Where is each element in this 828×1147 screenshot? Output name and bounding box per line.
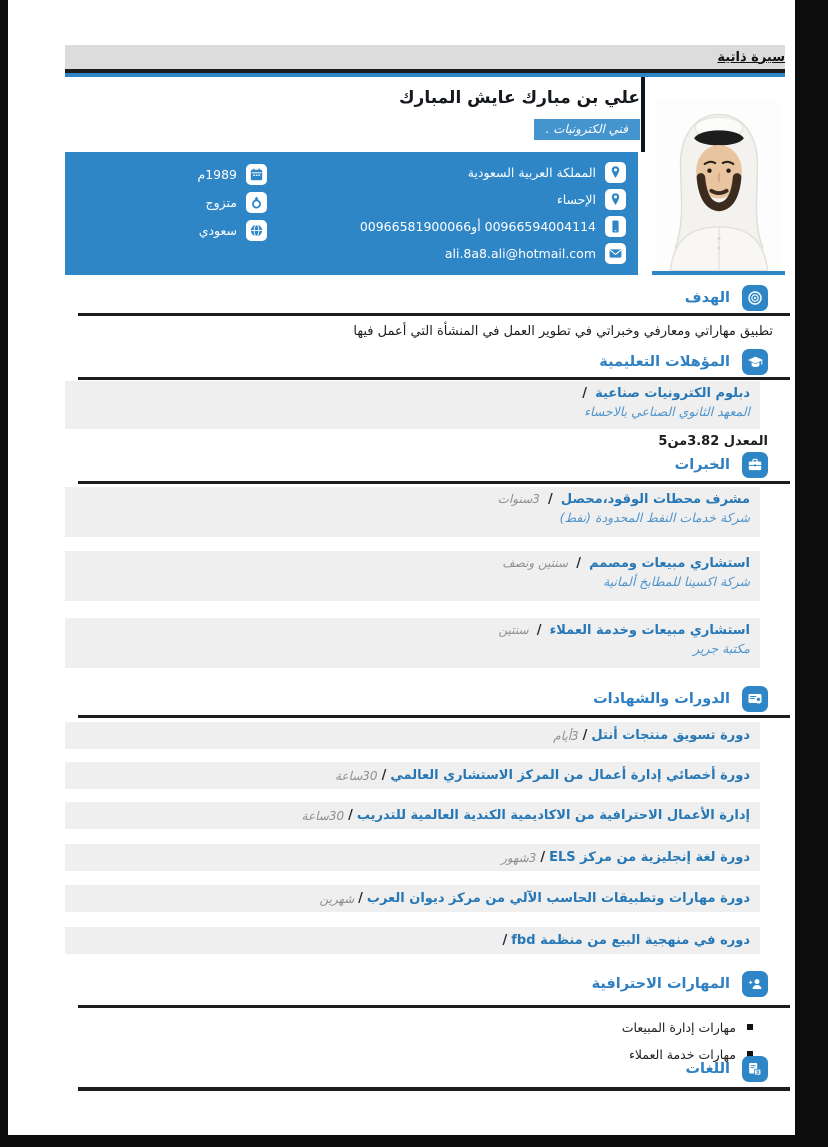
briefcase-icon [742, 452, 768, 478]
translation-icon [742, 1056, 768, 1082]
globe-icon [246, 220, 267, 241]
experience-company: شركة خدمات النفط المحدودة (نفط) [559, 510, 750, 525]
separator-slash: / [582, 728, 588, 743]
education-degree: دبلوم الكترونيات صناعية [595, 386, 750, 401]
photo-underline-rule [652, 271, 785, 275]
education-school: المعهد الثانوي الصناعي بالاحساء [584, 404, 750, 419]
separator-slash: / [381, 768, 387, 783]
course-duration: 30ساعة [334, 768, 378, 783]
course-name: دورة أخصائي إدارة أعمال من المركز الاستشاري العالمي [390, 768, 750, 783]
experience-role-line [71, 551, 750, 571]
course-duration: 3شهور [501, 850, 537, 865]
contact-city-row [360, 188, 626, 210]
section-skills-header [592, 971, 768, 997]
experience-duration: سنتين [498, 623, 529, 637]
separator-slash: / [582, 386, 587, 401]
contact-birthyear-row [197, 163, 267, 185]
section-education-rule [78, 377, 790, 380]
section-languages-rule [78, 1087, 790, 1091]
section-education-title: المؤهلات التعليمية [599, 354, 730, 370]
contact-column-primary [360, 161, 626, 264]
experience-duration: سنتين ونصف [502, 556, 569, 570]
section-courses-title: الدورات والشهادات [593, 691, 730, 707]
target-icon [742, 285, 768, 311]
email-icon [605, 243, 626, 264]
course-name: دورة تسويق منتجات أنتل [591, 728, 750, 743]
section-skills-rule [78, 1005, 790, 1008]
contact-nationality-row [197, 219, 267, 241]
section-education-header [599, 349, 768, 375]
course-name: دوره في منهجية البيع من منظمة fbd [511, 933, 750, 948]
separator-slash: / [536, 623, 542, 638]
contact-nationality: سعودي [198, 222, 237, 238]
course-duration: 3أيام [553, 728, 579, 743]
course-name: إدارة الأعمال الاحترافية من الاكاديمية الكندية العالمية للتدريب [356, 808, 750, 823]
ring-icon [246, 192, 267, 213]
course-duration: شهرين [319, 891, 355, 906]
separator-slash: / [547, 492, 553, 507]
course-entry [65, 885, 760, 912]
education-gpa: المعدل 3.82من5 [658, 434, 768, 449]
course-entry [65, 802, 760, 829]
experience-company: مكتبة جرير [693, 641, 750, 656]
experience-duration: 3سنوات [497, 492, 540, 506]
separator-slash: / [348, 808, 353, 823]
section-courses-rule [78, 715, 790, 718]
skill-label: مهارات خدمة العملاء [628, 1046, 736, 1062]
course-name: دورة مهارات وتطبيقات الحاسب الآلي من مركز ديوان العرب [366, 891, 750, 906]
header-vertical-divider [641, 77, 645, 152]
skill-item [622, 1016, 753, 1038]
course-duration: 30ساعة [301, 808, 345, 823]
calendar-icon [246, 164, 267, 185]
experience-role: مشرف محطات الوقود،محصل [560, 492, 750, 507]
experience-entry [65, 487, 760, 537]
separator-slash: / [540, 850, 546, 865]
mobile-phone-icon [605, 216, 626, 237]
person-name: علي بن مبارك عايش المبارك [398, 88, 640, 108]
cv-page [8, 0, 795, 1135]
person-star-icon [742, 971, 768, 997]
contact-email-row [360, 242, 626, 264]
course-entry [65, 927, 760, 954]
contact-column-secondary [197, 163, 267, 241]
graduation-cap-icon [742, 349, 768, 375]
avatar-illustration [657, 99, 781, 271]
contact-phones: 00966594004114 أو00966581900066 [359, 218, 596, 234]
course-entry [65, 844, 760, 871]
contact-marital-row [197, 191, 267, 213]
section-skills-title: المهارات الاحترافية [591, 976, 730, 992]
job-title: فني الكترونيات . [545, 122, 628, 136]
contact-banner [65, 152, 638, 275]
course-entry [65, 722, 760, 749]
certificate-icon [742, 686, 768, 712]
experience-entry [65, 618, 760, 668]
education-degree-line [71, 381, 750, 401]
section-experience-title: الخبرات [674, 457, 730, 473]
separator-slash: / [576, 556, 581, 571]
document-title: سيرة ذاتية [717, 49, 785, 65]
section-experience-rule [78, 481, 790, 484]
location-pin-icon [605, 162, 626, 183]
experience-role-line [71, 618, 750, 638]
experience-company: شركة اكسينا للمطابخ ألمانية [603, 574, 750, 589]
contact-country: المملكة العربية السعودية [467, 164, 596, 180]
experience-role: استشاري مبيعات ومصمم [589, 556, 750, 571]
section-courses-header [593, 686, 768, 712]
section-objective-rule [78, 313, 790, 316]
skill-label: مهارات إدارة المبيعات [621, 1019, 736, 1035]
contact-birth-year: 1989م [197, 166, 237, 182]
section-objective-header [685, 285, 768, 311]
job-title-badge [534, 119, 640, 140]
section-languages-title: اللغات [685, 1061, 730, 1077]
contact-email: ali.8a8.ali@hotmail.com [444, 245, 596, 261]
contact-country-row [360, 161, 626, 183]
experience-role-line [71, 487, 750, 507]
separator-slash: / [502, 933, 508, 948]
separator-slash: / [358, 891, 363, 906]
experience-entry [65, 551, 760, 601]
section-experience-header [675, 452, 768, 478]
objective-text: تطبيق مهاراتي ومعارفي وخبراتي في تطوير العمل في المنشأة التي أعمل فيها [353, 324, 773, 339]
contact-marital-status: متزوج [205, 194, 237, 210]
course-entry [65, 762, 760, 789]
profile-photo [652, 77, 785, 271]
contact-city: الإحساء [556, 191, 596, 207]
bullet-square-icon [747, 1024, 753, 1030]
section-languages-header [685, 1056, 768, 1082]
experience-role: استشاري مبيعات وخدمة العملاء [549, 623, 750, 638]
document-title-bar [65, 45, 785, 69]
location-pin-icon [605, 189, 626, 210]
contact-phone-row [360, 215, 626, 237]
course-name: دورة لغة إنجليزية من مركز ELS [549, 850, 750, 865]
education-entry [65, 381, 760, 429]
section-objective-title: الهدف [684, 290, 730, 306]
